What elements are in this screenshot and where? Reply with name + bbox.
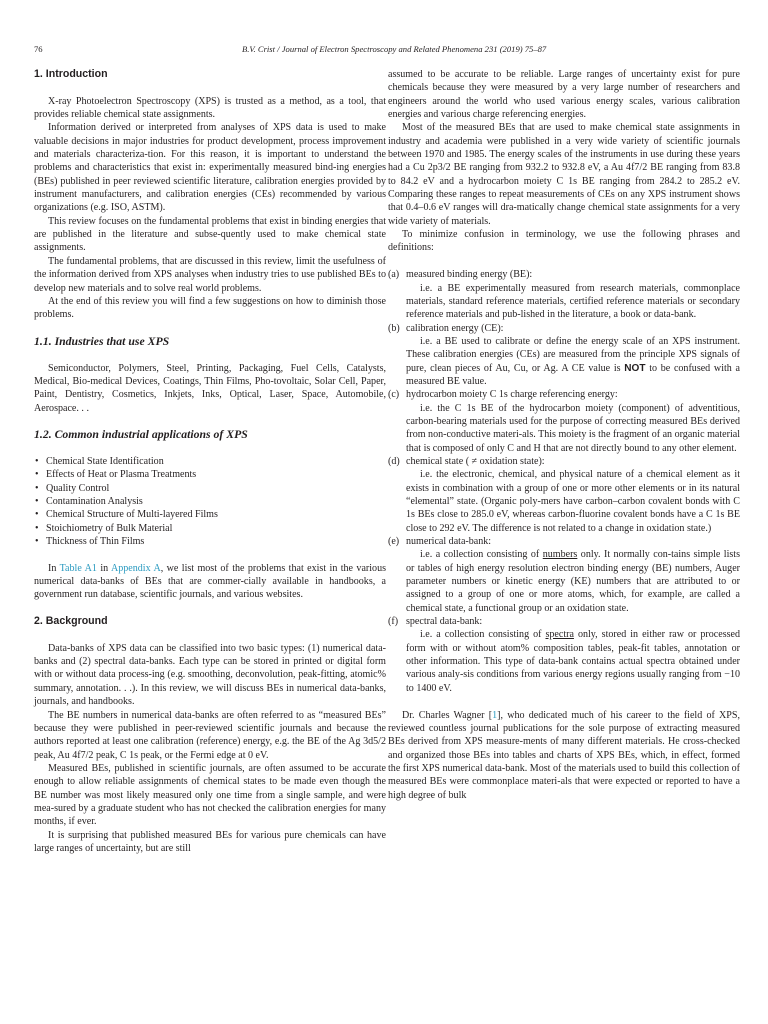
paragraph: Most of the measured BEs that are used to make chemical state assignments in industry and academia were published in a very wide variety of scientific journals between 1970 and 1985. The energy scales of the instruments in use during these years had a Cu 2p3/2 BE ranging from 932.2 to 932.8 eV, a Au 4f7/2 BE ranging from 83.8 to 84.2 eV and a hydrocarbon moiety C 1s BE ranging from 284.2 to 285.2 eV. Comparing these ranges to repeat measurements of CEs on any XPS instrument shows that 0.4–0.6 eV ranges will dra-matically change chemical state assignments for a very wide variety of materials.	[388, 122, 740, 227]
definition-body: i.e. the C 1s BE of the hydrocarbon moiety (component) of adventitious, carbon-bearing materials used for the purpose of correcting measured BEs derived from non-conductive materi-als. This moiety is the fragment of an organic material that is composed of only C and H that are not directly bound to any other element.	[406, 402, 740, 454]
spacer	[34, 81, 386, 94]
text: ], who dedicated much of his career to the field of XPS, reviewed countless journal publications for the sole purpose of extracting measured BEs derived from XPS measure-ments of many different materials. He cross-checked and organized those BEs into tables and charts of XPS BEs, which, in effect, formed the first XPS numerical data-bank. Most of the materials used to build this collection of measured BEs were commonplace materi-als that were expected or reported to have a high degree of bulk	[388, 709, 740, 801]
paragraph: The BE numbers in numerical data-banks are often referred to as “measured BEs” because they were published in peer-reviewed scientific journals and because the authors reported at least one calibration (reference) energy, e.g. the BE of the Ag 3d5/2 peak, Au 4f7/2 peak, C 1s peak, or the Fermi edge at 0 eV.	[34, 709, 386, 761]
paragraph: This review focuses on the fundamental problems that exist in binding energies that are published in the literature and subse-quently used to make chemical state assignments.	[34, 215, 386, 254]
underlined-term: spectra	[545, 629, 574, 641]
subsection-1-1-title: 1.1. Industries that use XPS	[34, 334, 170, 348]
spacer	[34, 322, 386, 335]
definition-b	[388, 322, 740, 389]
term-text: numerical data-bank:	[406, 536, 492, 548]
definition-d	[388, 455, 740, 535]
left-column	[34, 68, 386, 855]
definition-label: (f)	[388, 616, 399, 628]
spacer	[34, 415, 386, 428]
term-text: calibration energy (CE):	[406, 322, 504, 334]
right-column	[388, 68, 740, 802]
spacer	[34, 348, 386, 361]
definition-term	[388, 322, 740, 335]
paragraph: It is surprising that published measured BEs for various pure chemicals can have large ranges of uncertainty, but are still	[34, 829, 386, 854]
emphasis-not: NOT	[624, 362, 646, 374]
definition-term	[388, 455, 740, 468]
definition-term	[388, 268, 740, 281]
running-head	[34, 44, 744, 58]
list-item: • Chemical Structure of Multi-layered Films	[34, 508, 386, 521]
list-item: • Thickness of Thin Films	[34, 535, 386, 548]
paragraph: X-ray Photoelectron Spectroscopy (XPS) is trusted as a method, as a tool, that provides reliable chemical state assignments.	[34, 95, 386, 121]
appendix-a-link[interactable]: Appendix A	[111, 562, 161, 574]
definition-body: i.e. the electronic, chemical, and physical nature of a chemical element as it exists in combination with a group of one or more other elements or in its natural “elemental” state. (Organic poly-mers have carbon–carbon covalent bonds with C 1s BEs close to 285.0 eV, whereas carbon-fluorine covalent bonds have a C 1s BE close to 292 eV. The difference is not related to a change in oxidation state.)	[406, 469, 740, 534]
paragraph: Measured BEs, published in scientific journals, are often assumed to be accurate enough to allow reliable assignments of chemical states to be made even though the BE number was most likely measured only one time from a single sample, and were mea-sured by a graduate student who has not checked the calibration energies for many months, if ever.	[34, 762, 386, 828]
paragraph: At the end of this review you will find a few suggestions on how to diminish those problems.	[34, 295, 386, 321]
definition-body: i.e. a BE experimentally measured from research materials, commonplace materials, standard reference materials, certified reference materials or secondary reference materials and pub-lished in the literature, a book or data-bank.	[406, 282, 740, 321]
definition-label: (b)	[388, 322, 400, 334]
wagner-paragraph	[388, 709, 740, 802]
spacer	[34, 628, 386, 641]
table-ref-paragraph	[34, 562, 386, 602]
definition-body	[406, 335, 740, 388]
underlined-term: numbers	[542, 549, 578, 561]
definition-label: (c)	[388, 389, 400, 401]
reference-1-link[interactable]: 1	[492, 709, 498, 721]
page-number: 76	[34, 44, 43, 54]
list-item: • Chemical State Identification	[34, 455, 386, 468]
subsection-1-2-title: 1.2. Common industrial applications of XPS	[34, 428, 248, 442]
text: in	[96, 562, 111, 574]
paragraph: The fundamental problems, that are discussed in this review, limit the usefulness of the information derived from XPS analyses when industry tries to use published BEs to develop new materials and to solve real world problems.	[34, 255, 386, 294]
journal-citation: B.V. Crist / Journal of Electron Spectroscopy and Related Phenomena 231 (2019) 75–87	[242, 44, 547, 54]
term-text: spectral data-bank:	[406, 616, 483, 628]
industries-paragraph: Semiconductor, Polymers, Steel, Printing, Packaging, Fuel Cells, Catalysts, Medical, Bio-medical Devices, Coatings, Thin Films, Pho-tovoltaic, Solar Cell, Paper, Paint, Dentistry, Cosmetics, Inkjets, Inks, Optical, Laser, Space, Automobile, Aerospace. . .	[34, 362, 386, 414]
term-text: chemical state ( ≠ oxidation state):	[406, 455, 545, 467]
list-item: • Stoichiometry of Bulk Material	[34, 522, 386, 535]
definition-c	[388, 388, 740, 455]
text: to be confused with a measured BE value.	[406, 362, 740, 387]
text: i.e. a collection consisting of	[420, 629, 546, 641]
definition-body	[406, 628, 740, 695]
definition-label: (a)	[388, 269, 400, 281]
section-2-title: 2. Background	[34, 615, 108, 628]
text: Dr. Charles Wagner [	[402, 709, 493, 721]
paragraph: To minimize confusion in terminology, we use the following phrases and definitions:	[388, 229, 740, 254]
term-text: measured binding energy (BE):	[406, 269, 533, 281]
definition-f	[388, 615, 740, 695]
definition-body	[406, 548, 740, 615]
applications-list	[34, 455, 386, 548]
table-a1-link[interactable]: Table A1	[59, 562, 97, 574]
definition-label: (e)	[388, 536, 400, 548]
definition-a	[388, 268, 740, 321]
definition-label: (d)	[388, 455, 400, 467]
list-item: • Effects of Heat or Plasma Treatments	[34, 468, 386, 481]
definition-term	[388, 535, 740, 548]
list-item: • Quality Control	[34, 482, 386, 495]
term-text: hydrocarbon moiety C 1s charge referencing energy:	[406, 389, 618, 401]
text: only, stored in either raw or processed form with or without atom% composition tables, peak-fit tables, annotation or other information. This type of data-bank contains actual spectra obtained under various analy-sis conditions from various energy regions usually ranging from −10 to 1400 eV.	[406, 629, 740, 694]
spacer	[34, 548, 386, 561]
text: only. It normally con-tains simple lists or tables of high energy resolution electron binding energy (BE) numbers, Auger parameter numbers or kinetic energy (KE) numbers that are attributed to or assigned to a group of one or more atoms, which, for example, are called a chemical state, a functional group or an oxidation state.	[406, 549, 740, 614]
spacer	[388, 255, 740, 268]
definition-term	[388, 388, 740, 401]
text: i.e. a BE used to calibrate or define the energy scale of an XPS instrument. These calibration energies (CEs) are measured from the principle XPS signals of pure, clean pieces of Au, Cu, or Ag. A CE value is	[406, 335, 740, 374]
definition-e	[388, 535, 740, 615]
spacer	[34, 442, 386, 455]
paragraph: Data-banks of XPS data can be classified into two basic types: (1) numerical data-banks and (2) spectral data-banks. Each type can be stored in printed or digital form with or without data process-ing (e.g. smoothing, deconvolution, peak-fitting, atomic% summary, annotation. . .). In this review, we will discuss BEs in numerical data-banks, journals, and handbooks.	[34, 642, 386, 708]
text: In	[48, 562, 60, 574]
list-item: • Contamination Analysis	[34, 495, 386, 508]
definition-term	[388, 615, 740, 628]
text: , we list most of the problems that exist in the various numerical data-banks of BEs that are commer-cially available in handbooks, a government run database, scientific journals, and various websites.	[34, 562, 387, 601]
spacer	[34, 602, 386, 615]
text: i.e. a collection consisting of	[420, 549, 543, 561]
paragraph: Information derived or interpreted from analyses of XPS data is used to make valuable decisions in major industries for product development, process improvement and materials characteriza-tion. For this reason, it is important to understand the problems and characteristics that exist in: experimentally measured bind-ing energies (BEs) published in peer reviewed scientific literature, calibration energies provided by instrument manufacturers, and calibration energies (CEs) recommended by various organizations (e.g. ISO, ASTM).	[34, 122, 386, 214]
section-1-title: 1. Introduction	[34, 68, 108, 80]
spacer	[388, 695, 740, 708]
continuation-paragraph: assumed to be accurate to be reliable. Large ranges of uncertainty exist for pure chemicals because they were measured by a very large number of researchers and engineers around the world who used various energy scales, various calibration energies and various charge referencing energies.	[388, 69, 740, 121]
